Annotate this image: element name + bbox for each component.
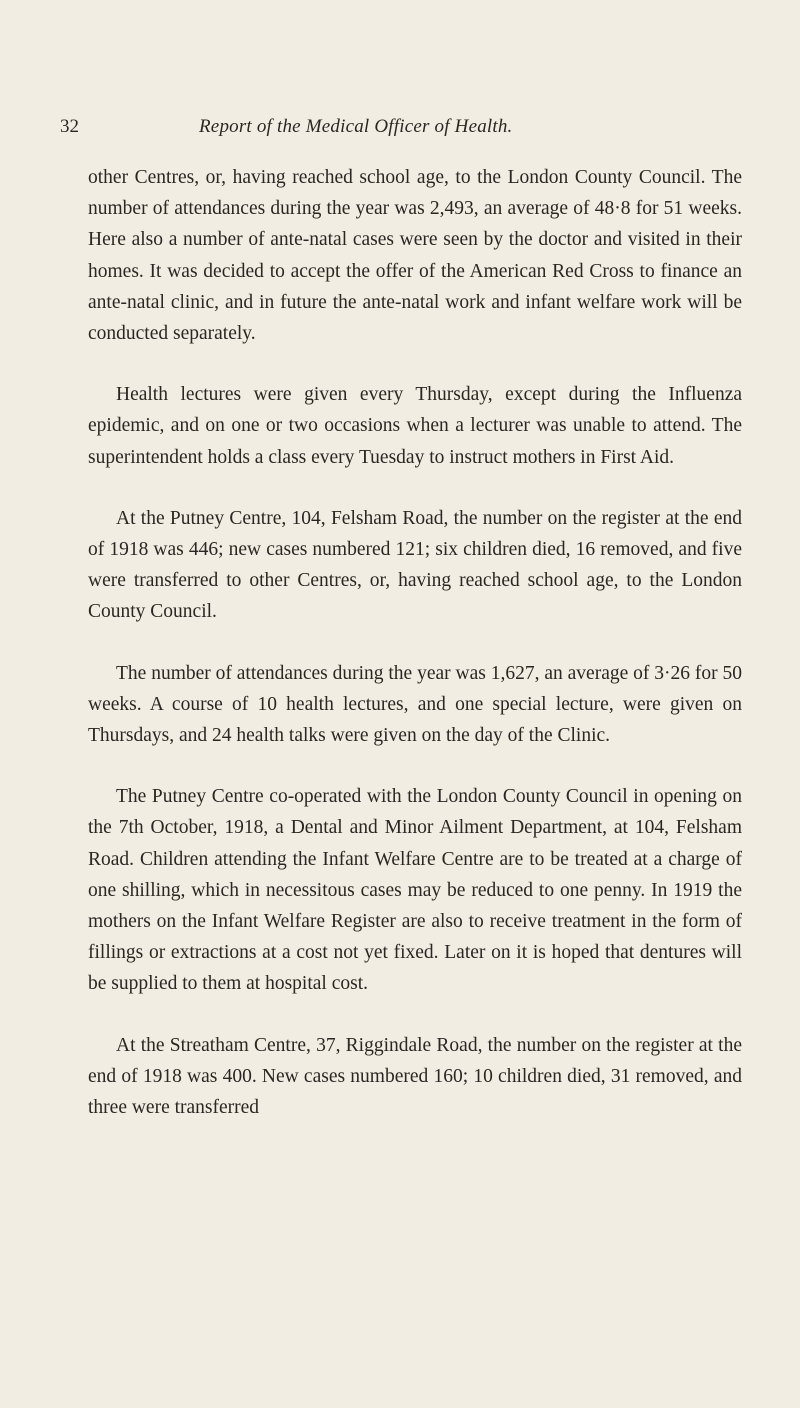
running-title: Report of the Medical Officer of Health. [199,116,513,137]
body-text [88,162,742,1153]
paragraph-continuation: other Centres, or, having reached school age, to the London County Council. The number of attendances during the year was 2,493, an average of 48·8 for 51 weeks. Here also a number of ante-natal cases were seen by the doctor and visited in their homes. It was decided to accept the offer of the American Red Cross to finance an ante-natal clinic, and in future the ante-natal work and infant welfare work will be conducted separately. [88,167,742,345]
paragraph-health-lectures: Health lectures were given every Thursday, except during the Influenza epidemic, and on one or two occasions when a lecturer was unable to attend. The superintendent holds a class every Tuesday to instruct mothers in First Aid. [88,384,742,468]
paragraph-streatham-centre: At the Streatham Centre, 37, Riggindale Road, the number on the register at the end of 1918 was 400. New cases numbered 160; 10 children died, 31 removed, and three were transferred [88,1034,742,1119]
paragraph-putney-centre: At the Putney Centre, 104, Felsham Road, the number on the register at the end of 1918 was 446; new cases numbered 121; six children died, 16 removed, and five were transferred to other Centres, or, having reached school age, to the London County Council. [88,507,742,623]
page-number: 32 [60,116,79,137]
paragraph-putney-attendances: The number of attendances during the year was 1,627, an average of 3·26 for 50 weeks. A course of 10 health lectures, and one special lecture, were given on Thursdays, and 24 health talks were given on the day of the Clinic. [88,662,742,747]
page-header [60,112,740,142]
paragraph-dental-department: The Putney Centre co-operated with the London County Council in opening on the 7th October, 1918, a Dental and Minor Ailment Department, at 104, Felsham Road. Children attending the Infant Welfare Centre are to be treated at a charge of one shilling, which in necessitous cases may be reduced to one penny. In 1919 the mothers on the Infant Welfare Register are also to receive treatment in the form of fillings or extractions at a cost not yet fixed. Later on it is hoped that dentures will be supplied to them at hospital cost. [88,786,742,995]
